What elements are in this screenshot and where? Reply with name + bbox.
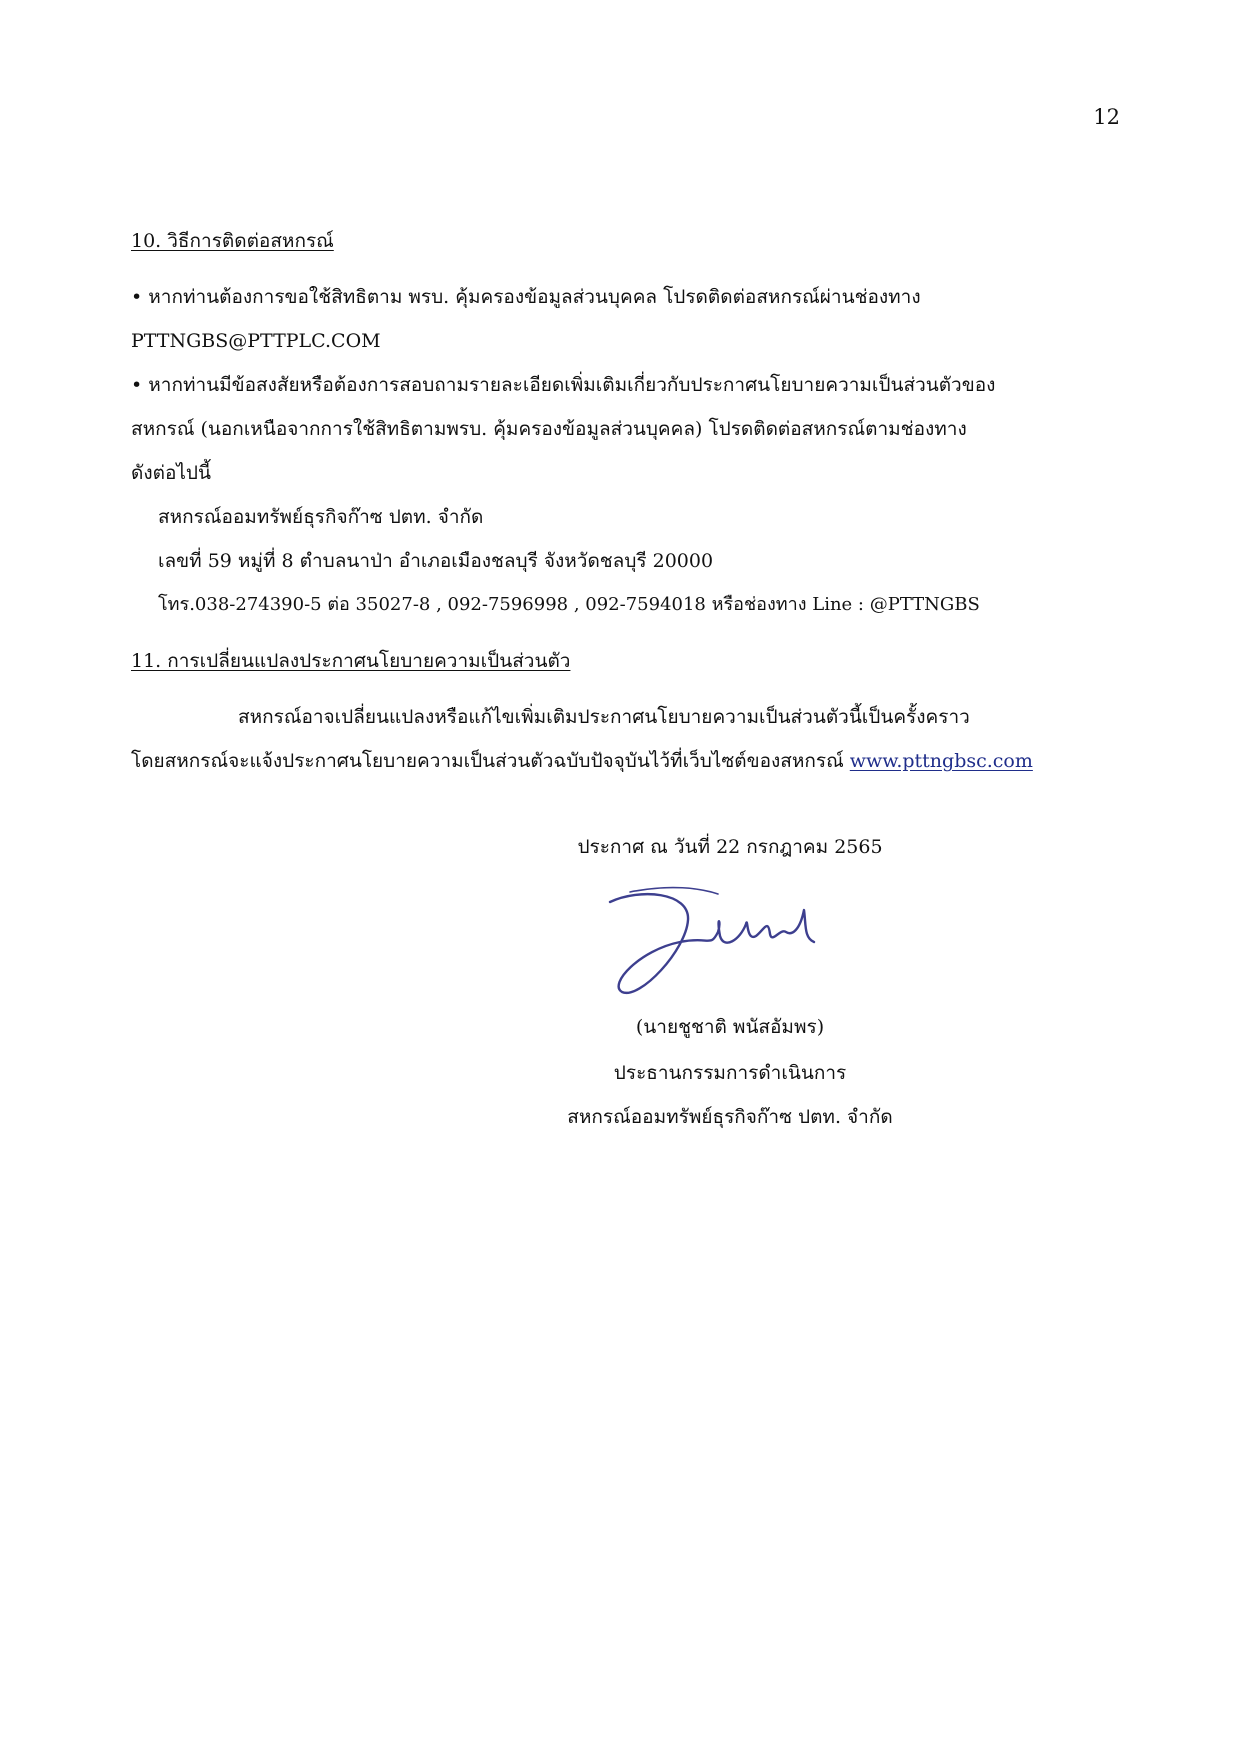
org-name: สหกรณ์ออมทรัพย์ธุรกิจก๊าซ ปตท. จำกัด [158,506,484,528]
announcement-date: ประกาศ ณ วันที่ 22 กรกฎาคม 2565 [577,836,883,858]
change-paragraph-line-2 [131,748,1033,774]
contact-bullet-2-line-3: ดังต่อไปนี้ [131,462,211,484]
org-address: เลขที่ 59 หมู่ที่ 8 ตำบลนาป่า อำเภอเมืองชลบุรี จังหวัดชลบุรี 20000 [158,550,714,572]
signer-organization: สหกรณ์ออมทรัพย์ธุรกิจก๊าซ ปตท. จำกัด [567,1106,893,1128]
org-phone: โทร.038-274390-5 ต่อ 35027-8 , 092-7596998 , 092-7594018 หรือช่องทาง Line : @PTTNGBS [158,594,980,615]
section-10-heading: 10. วิธีการติดต่อสหกรณ์ [131,230,334,252]
contact-bullet-2-line-2: สหกรณ์ (นอกเหนือจากการใช้สิทธิตามพรบ. คุ้มครองข้อมูลส่วนบุคคล) โปรดติดต่อสหกรณ์ตามช่องทาง [131,418,967,440]
change-paragraph-text: โดยสหกรณ์จะแจ้งประกาศนโยบายความเป็นส่วนตัวฉบับปัจจุบันไว้ที่เว็บไซต์ของสหกรณ์ [131,750,844,772]
change-paragraph-line-1: สหกรณ์อาจเปลี่ยนแปลงหรือแก้ไขเพิ่มเติมประกาศนโยบายความเป็นส่วนตัวนี้เป็นครั้งคราว [238,706,970,728]
signer-name: (นายชูชาติ พนัสอัมพร) [635,1016,825,1038]
signature-image [600,880,860,1010]
page-number: 12 [1093,105,1120,129]
contact-email: PTTNGBS@PTTPLC.COM [131,330,381,352]
signer-title: ประธานกรรมการดำเนินการ [613,1062,847,1084]
contact-bullet-1-line-1: • หากท่านต้องการขอใช้สิทธิตาม พรบ. คุ้มครองข้อมูลส่วนบุคคล โปรดติดต่อสหกรณ์ผ่านช่องทาง [131,286,921,308]
section-11-heading: 11. การเปลี่ยนแปลงประกาศนโยบายความเป็นส่วนตัว [131,650,571,672]
contact-bullet-2-line-1: • หากท่านมีข้อสงสัยหรือต้องการสอบถามรายละเอียดเพิ่มเติมเกี่ยวกับประกาศนโยบายความเป็นส่วนตัวของ [131,374,996,396]
website-link[interactable]: www.pttngbsc.com [849,750,1033,772]
